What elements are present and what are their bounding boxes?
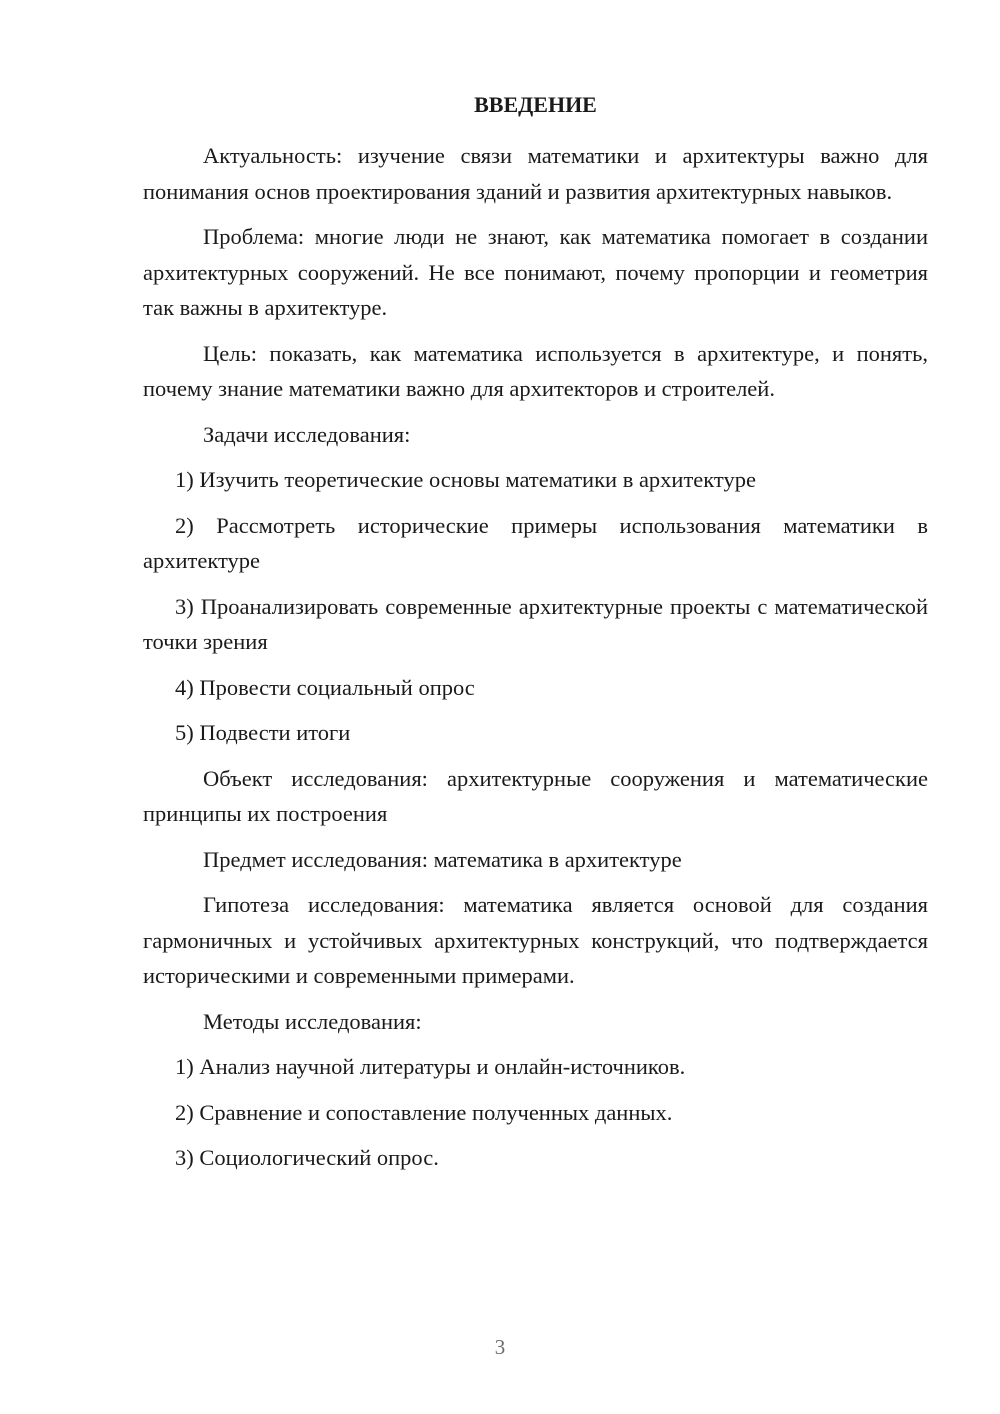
list-item: 1) Изучить теоретические основы математики в архитектуре [175,467,756,492]
paragraph: Задачи исследования: [203,421,411,447]
list-item: 5) Подвести итоги [175,720,351,745]
list-item: 3) Социологический опрос. [175,1145,439,1170]
paragraph: Гипотеза исследования: математика является основой для создания гармоничных и устойчивых архитектурных конструкций, что подтверждается историческими и современными примерами. [143,892,928,988]
list-item: 4) Провести социальный опрос [175,674,475,700]
list-item: 2) Сравнение и сопоставление полученных данных. [175,1099,673,1125]
list-item: 1) Анализ научной литературы и онлайн-источников. [175,1054,686,1079]
list-item: 3) Проанализировать современные архитектурные проекты с математической точки зрения [143,593,928,654]
section-title: ВВЕДЕНИЕ [474,92,597,117]
paragraph: Актуальность: изучение связи математики и архитектуры важно для понимания основ проектирования зданий и развития архитектурных навыков. [143,143,928,204]
list-item: 2) Рассмотреть исторические примеры использования математики в архитектуре [143,512,928,573]
paragraph: Цель: показать, как математика используется в архитектуре, и понять, почему знание математики важно для архитекторов и строителей. [143,340,928,401]
paragraph: Объект исследования: архитектурные сооружения и математические принципы их построения [143,765,928,826]
paragraph: Методы исследования: [203,1008,422,1034]
paragraph: Проблема: многие люди не знают, как математика помогает в создании архитектурных сооружений. Не все понимают, почему пропорции и геометрия так важны в архитектуре. [143,224,928,320]
document-body [143,88,928,1186]
page-number: 3 [494,1335,506,1359]
paragraph: Предмет исследования: математика в архитектуре [203,846,682,872]
paragraph-list [143,138,928,1176]
